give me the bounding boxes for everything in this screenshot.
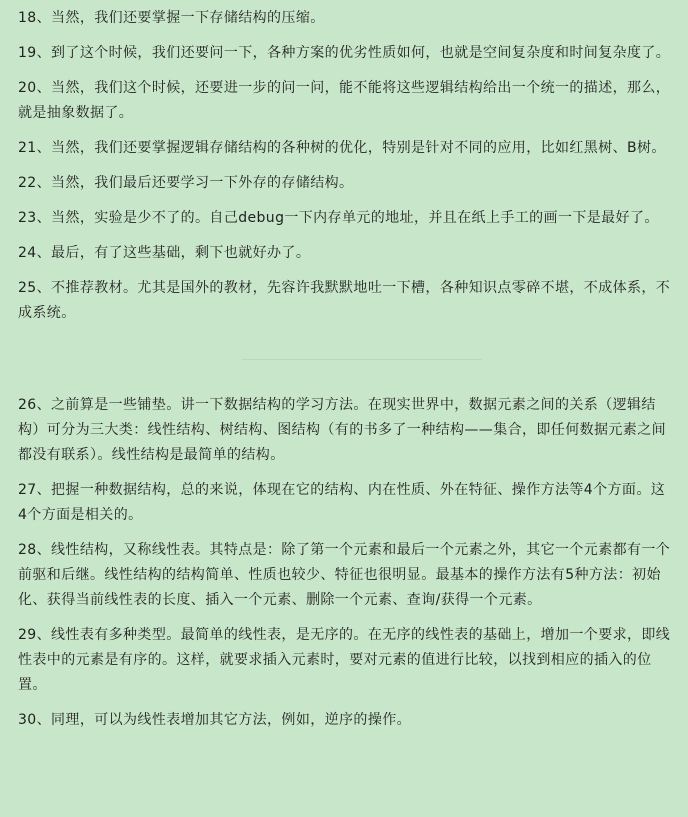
paragraph-19: 19、到了这个时候，我们还要问一下，各种方案的优劣性质如何，也就是空间复杂度和时间复杂度了。 xyxy=(18,45,671,61)
paragraph-30: 30、同理，可以为线性表增加其它方法，例如，逆序的操作。 xyxy=(18,712,412,728)
section-divider xyxy=(242,359,482,360)
paragraph-22: 22、当然，我们最后还要学习一下外存的存储结构。 xyxy=(18,175,354,191)
paragraph-27: 27、把握一种数据结构，总的来说，体现在它的结构、内在性质、外在特征、操作方法等4个方面。这4个方面是相关的。 xyxy=(18,482,666,523)
paragraph-25: 25、不推荐教材。尤其是国外的教材，先容许我默默地吐一下槽，各种知识点零碎不堪，不成体系，不成系统。 xyxy=(18,280,671,321)
paragraph-21: 21、当然，我们还要掌握逻辑存储结构的各种树的优化，特别是针对不同的应用，比如红黑树、B树。 xyxy=(18,140,666,156)
paragraph-20: 20、当然，我们这个时候，还要进一步的问一问，能不能将这些逻辑结构给出一个统一的描述，那么，就是抽象数据了。 xyxy=(18,80,671,121)
paragraph-18: 18、当然，我们还要掌握一下存储结构的压缩。 xyxy=(18,10,325,26)
paragraph-24: 24、最后，有了这些基础，剩下也就好办了。 xyxy=(18,245,311,261)
paragraph-28: 28、线性结构，又称线性表。其特点是：除了第一个元素和最后一个元素之外，其它一个元素都有一个前驱和后继。线性结构的结构简单、性质也较少、特征也很明显。最基本的操作方法有5种方法：初始化、获得当前线性表的长度、插入一个元素、删除一个元素、查询/获得一个元素。 xyxy=(18,542,671,608)
paragraph-26: 26、之前算是一些铺垫。讲一下数据结构的学习方法。在现实世界中，数据元素之间的关系（逻辑结构）可分为三大类：线性结构、树结构、图结构（有的书多了一种结构——集合，即任何数据元素之间都没有联系）。线性结构是最简单的结构。 xyxy=(18,397,666,463)
paragraph-23: 23、当然，实验是少不了的。自己debug一下内存单元的地址，并且在纸上手工的画一下是最好了。 xyxy=(18,210,659,226)
paragraph-29: 29、线性表有多种类型。最简单的线性表，是无序的。在无序的线性表的基础上，增加一个要求，即线性表中的元素是有序的。这样，就要求插入元素时，要对元素的值进行比较，以找到相应的插入的位置。 xyxy=(18,627,671,693)
